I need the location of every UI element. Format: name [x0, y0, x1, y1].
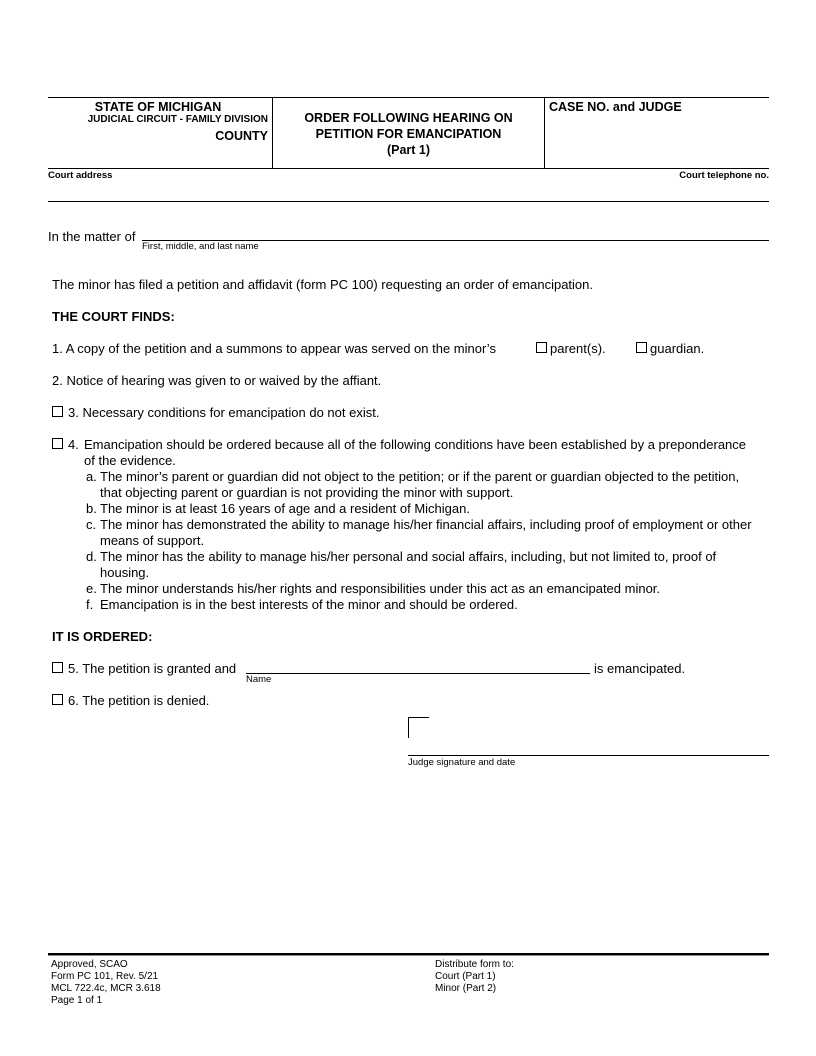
- condition-f-letter: f.: [86, 597, 94, 612]
- finding-4-text-line1: Emancipation should be ordered because all of the following conditions have been established by a preponderance: [84, 437, 747, 452]
- finding-4-text-line2: of the evidence.: [84, 453, 176, 468]
- condition-c-line1: The minor has demonstrated the ability to manage his/her financial affairs, including proof of employment or other: [100, 517, 752, 532]
- footer-distribute-court: Court (Part 1): [435, 971, 496, 982]
- footer-statute: MCL 722.4c, MCR 3.618: [51, 983, 161, 994]
- finding-1-text: 1. A copy of the petition and a summons to appear was served on the minor’s: [52, 341, 496, 356]
- finding-3-text: 3. Necessary conditions for emancipation do not exist.: [68, 405, 380, 420]
- guardian-checkbox[interactable]: [636, 342, 647, 353]
- order-5-tail: is emancipated.: [594, 661, 686, 676]
- minor-name-sublabel: First, middle, and last name: [142, 241, 259, 252]
- judge-signature-label: Judge signature and date: [408, 757, 516, 768]
- condition-e-letter: e.: [86, 581, 97, 596]
- condition-c-line2: means of support.: [100, 533, 205, 548]
- footer-distribute-minor: Minor (Part 2): [435, 983, 497, 994]
- county-label: COUNTY: [215, 129, 268, 143]
- order-5-checkbox[interactable]: [52, 662, 63, 673]
- footer-distribute-label: Distribute form to:: [435, 959, 514, 970]
- condition-a-line1: The minor’s parent or guardian did not object to the petition; or if the parent or guardian objected to the petition,: [100, 469, 740, 484]
- court-address-label: Court address: [48, 170, 113, 181]
- finding-3-checkbox[interactable]: [52, 406, 63, 417]
- condition-a-line2: that objecting parent or guardian is not providing the minor with support.: [100, 485, 514, 500]
- finding-4-checkbox[interactable]: [52, 438, 63, 449]
- finding-2-text: 2. Notice of hearing was given to or waived by the affiant.: [52, 373, 382, 388]
- header-bottom-rule: [48, 168, 769, 169]
- condition-a-letter: a.: [86, 469, 97, 484]
- state-name: STATE OF MICHIGAN: [94, 100, 222, 114]
- condition-b-letter: b.: [86, 501, 97, 516]
- footer-rule: [48, 953, 769, 956]
- matter-label: In the matter of: [48, 229, 136, 244]
- order-6-text: 6. The petition is denied.: [68, 693, 210, 708]
- order-6-checkbox[interactable]: [52, 694, 63, 705]
- parents-checkbox[interactable]: [536, 342, 547, 353]
- header-divider-right: [544, 97, 545, 169]
- signature-corner-mark: [408, 717, 429, 738]
- condition-d-letter: d.: [86, 549, 97, 564]
- finding-4-number: 4.: [68, 437, 79, 452]
- order-5-text: 5. The petition is granted and: [68, 661, 237, 676]
- emancipated-name-field[interactable]: [246, 673, 590, 674]
- parents-option-label: parent(s).: [550, 341, 606, 356]
- court-phone-label: Court telephone no.: [679, 170, 769, 181]
- condition-d-line2: housing.: [100, 565, 150, 580]
- orders-heading: IT IS ORDERED:: [52, 629, 153, 644]
- case-number-label: CASE NO. and JUDGE: [549, 100, 682, 114]
- condition-d-line1: The minor has the ability to manage his/her personal and social affairs, including, but not limited to, proof of: [100, 549, 717, 564]
- judge-signature-field[interactable]: [408, 755, 769, 756]
- form-title-line2: PETITION FOR EMANCIPATION: [315, 127, 502, 141]
- header-top-rule: [48, 97, 769, 98]
- form-title-line3: (Part 1): [386, 143, 431, 157]
- footer-page-number: Page 1 of 1: [51, 995, 103, 1006]
- condition-f-line1: Emancipation is in the best interests of the minor and should be ordered.: [100, 597, 518, 612]
- footer-form-number: Form PC 101, Rev. 5/21: [51, 971, 159, 982]
- emancipated-name-sublabel: Name: [246, 674, 272, 685]
- condition-e-line1: The minor understands his/her rights and responsibilities under this act as an emancipated minor.: [100, 581, 661, 596]
- findings-heading: THE COURT FINDS:: [52, 309, 175, 324]
- intro-text: The minor has filed a petition and affidavit (form PC 100) requesting an order of emancipation.: [52, 277, 594, 292]
- guardian-option-label: guardian.: [650, 341, 705, 356]
- court-address-rule: [48, 201, 769, 202]
- condition-b-line1: The minor is at least 16 years of age and a resident of Michigan.: [100, 501, 470, 516]
- footer-approved: Approved, SCAO: [51, 959, 128, 970]
- condition-c-letter: c.: [86, 517, 97, 532]
- circuit-label: JUDICIAL CIRCUIT - FAMILY DIVISION: [87, 114, 268, 125]
- form-title-line1: ORDER FOLLOWING HEARING ON: [304, 111, 513, 125]
